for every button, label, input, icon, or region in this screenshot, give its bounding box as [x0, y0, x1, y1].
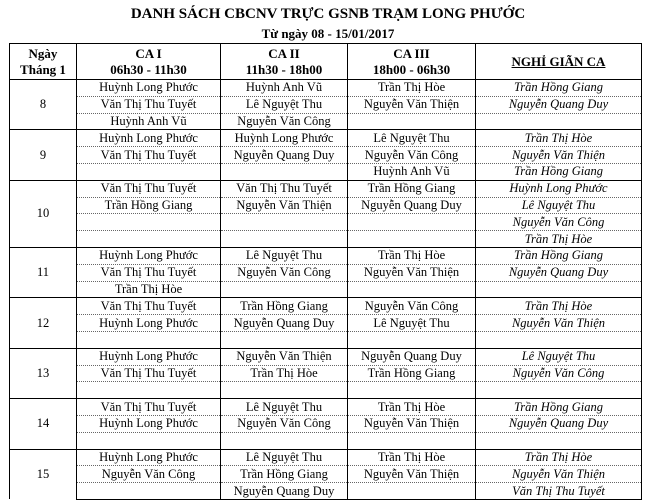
- table-row: [10, 415, 642, 432]
- table-row: [10, 483, 642, 500]
- ca3-cell: [348, 231, 476, 248]
- table-row: [10, 449, 642, 466]
- ca3-cell: Trần Thị Hòe: [348, 247, 476, 264]
- ca3-cell: Trần Hồng Giang: [348, 180, 476, 197]
- table-row: [10, 147, 642, 164]
- ca2-cell: Trần Thị Hòe: [221, 365, 348, 382]
- ca2-cell: Trần Hồng Giang: [221, 298, 348, 315]
- ca3-cell: Trần Thị Hòe: [348, 80, 476, 97]
- ca3-cell: Nguyễn Quang Duy: [348, 348, 476, 365]
- off-shift-cell: Trần Hồng Giang: [476, 80, 642, 97]
- ca1-cell: Văn Thị Thu Tuyết: [77, 399, 221, 416]
- off-shift-cell: Nguyễn Văn Công: [476, 365, 642, 382]
- ca3-cell: Nguyễn Văn Thiện: [348, 96, 476, 113]
- table-row: [10, 298, 642, 315]
- header-day-line2: Tháng 1: [20, 61, 66, 77]
- ca2-cell: Nguyễn Quang Duy: [221, 483, 348, 500]
- table-row: [10, 247, 642, 264]
- ca1-cell: Văn Thị Thu Tuyết: [77, 298, 221, 315]
- ca1-cell: [77, 231, 221, 248]
- header-row: [10, 44, 642, 80]
- ca2-cell: [221, 432, 348, 449]
- off-shift-cell: Lê Nguyệt Thu: [476, 197, 642, 214]
- table-row: [10, 96, 642, 113]
- off-shift-cell: Nguyễn Quang Duy: [476, 415, 642, 432]
- ca3-cell: Lê Nguyệt Thu: [348, 315, 476, 332]
- off-shift-cell: Văn Thị Thu Tuyết: [476, 483, 642, 500]
- ca2-cell: Văn Thị Thu Tuyết: [221, 180, 348, 197]
- header-ca2: [221, 44, 348, 80]
- ca2-cell: Lê Nguyệt Thu: [221, 399, 348, 416]
- day-cell: 9: [10, 130, 77, 180]
- table-row: [10, 348, 642, 365]
- ca1-cell: Huỳnh Anh Vũ: [77, 113, 221, 130]
- ca3-cell: Nguyễn Văn Thiện: [348, 466, 476, 483]
- off-shift-cell: Nguyễn Quang Duy: [476, 96, 642, 113]
- ca2-cell: Lê Nguyệt Thu: [221, 96, 348, 113]
- day-cell: 11: [10, 247, 77, 297]
- day-cell: 8: [10, 80, 77, 130]
- ca3-cell: Trần Hồng Giang: [348, 365, 476, 382]
- ca2-cell: [221, 214, 348, 231]
- table-row: [10, 331, 642, 348]
- table-row: [10, 197, 642, 214]
- off-shift-cell: Lê Nguyệt Thu: [476, 348, 642, 365]
- ca3-cell: [348, 113, 476, 130]
- table-row: [10, 163, 642, 180]
- header-off-shift: NGHỈ GIÃN CA: [476, 44, 642, 80]
- off-shift-cell: Nguyễn Văn Thiện: [476, 466, 642, 483]
- ca1-cell: Huỳnh Long Phước: [77, 348, 221, 365]
- ca2-cell: Nguyễn Văn Thiện: [221, 348, 348, 365]
- ca1-cell: Nguyễn Văn Công: [77, 466, 221, 483]
- ca3-cell: Nguyễn Quang Duy: [348, 197, 476, 214]
- table-row: [10, 365, 642, 382]
- ca3-cell: [348, 483, 476, 500]
- ca2-cell: Nguyễn Văn Công: [221, 113, 348, 130]
- ca1-cell: [77, 382, 221, 399]
- table-row: [10, 214, 642, 231]
- header-ca2-time: 11h30 - 18h00: [245, 61, 323, 77]
- ca3-cell: Trần Thị Hòe: [348, 449, 476, 466]
- table-row: [10, 130, 642, 147]
- ca2-cell: Huỳnh Anh Vũ: [221, 80, 348, 97]
- off-shift-cell: [476, 382, 642, 399]
- ca2-cell: Nguyễn Văn Công: [221, 415, 348, 432]
- ca1-cell: [77, 214, 221, 231]
- ca1-cell: Huỳnh Long Phước: [77, 449, 221, 466]
- off-shift-cell: Trần Hồng Giang: [476, 399, 642, 416]
- off-shift-cell: Huỳnh Long Phước: [476, 180, 642, 197]
- ca1-cell: Văn Thị Thu Tuyết: [77, 180, 221, 197]
- day-cell: 15: [10, 449, 77, 499]
- off-shift-cell: Nguyễn Văn Thiện: [476, 147, 642, 164]
- ca3-cell: Lê Nguyệt Thu: [348, 130, 476, 147]
- ca2-cell: Nguyễn Quang Duy: [221, 315, 348, 332]
- ca2-cell: [221, 163, 348, 180]
- table-row: [10, 432, 642, 449]
- ca1-cell: Văn Thị Thu Tuyết: [77, 264, 221, 281]
- ca2-cell: Nguyễn Quang Duy: [221, 147, 348, 164]
- ca2-cell: Huỳnh Long Phước: [221, 130, 348, 147]
- ca3-cell: Nguyễn Văn Thiện: [348, 264, 476, 281]
- ca2-cell: [221, 331, 348, 348]
- off-shift-cell: Nguyễn Quang Duy: [476, 264, 642, 281]
- ca3-cell: [348, 432, 476, 449]
- off-shift-cell: Nguyễn Văn Thiện: [476, 315, 642, 332]
- table-row: [10, 264, 642, 281]
- header-day-line1: Ngày: [28, 45, 58, 61]
- page-title: DANH SÁCH CBCNV TRỰC GSNB TRẠM LONG PHƯỚC: [130, 6, 526, 22]
- page-subtitle: Từ ngày 08 - 15/01/2017: [261, 26, 395, 41]
- off-shift-cell: [476, 113, 642, 130]
- ca2-cell: [221, 281, 348, 298]
- table-row: [10, 231, 642, 248]
- ca2-cell: [221, 382, 348, 399]
- ca2-cell: Trần Hồng Giang: [221, 466, 348, 483]
- off-shift-cell: [476, 432, 642, 449]
- ca1-cell: Huỳnh Long Phước: [77, 130, 221, 147]
- table-row: [10, 80, 642, 97]
- ca1-cell: Huỳnh Long Phước: [77, 247, 221, 264]
- ca3-cell: Huỳnh Anh Vũ: [348, 163, 476, 180]
- off-shift-cell: Trần Thị Hòe: [476, 449, 642, 466]
- header-ca2-name: CA II: [268, 45, 300, 61]
- header-ca1: [77, 44, 221, 80]
- ca3-cell: [348, 281, 476, 298]
- ca3-cell: [348, 331, 476, 348]
- ca2-cell: [221, 231, 348, 248]
- ca3-cell: Nguyễn Văn Thiện: [348, 415, 476, 432]
- ca3-cell: Nguyễn Văn Công: [348, 298, 476, 315]
- ca1-cell: Huỳnh Long Phước: [77, 415, 221, 432]
- header-ca1-time: 06h30 - 11h30: [110, 61, 187, 77]
- header-ca3: [348, 44, 476, 80]
- day-cell: 14: [10, 399, 77, 449]
- table-row: [10, 466, 642, 483]
- off-shift-cell: [476, 331, 642, 348]
- table-row: [10, 382, 642, 399]
- off-shift-cell: Trần Hồng Giang: [476, 163, 642, 180]
- ca1-cell: [77, 432, 221, 449]
- ca1-cell: Huỳnh Long Phước: [77, 315, 221, 332]
- table-row: [10, 113, 642, 130]
- off-shift-cell: Trần Thị Hòe: [476, 130, 642, 147]
- ca1-cell: Huỳnh Long Phước: [77, 80, 221, 97]
- table-row: [10, 180, 642, 197]
- off-shift-cell: Nguyễn Văn Công: [476, 214, 642, 231]
- off-shift-cell: Trần Thị Hòe: [476, 298, 642, 315]
- table-row: [10, 315, 642, 332]
- off-shift-cell: Trần Hồng Giang: [476, 247, 642, 264]
- header-ca3-time: 18h00 - 06h30: [372, 61, 451, 77]
- ca3-cell: Trần Thị Hòe: [348, 399, 476, 416]
- ca1-cell: Trần Thị Hòe: [77, 281, 221, 298]
- ca1-cell: Văn Thị Thu Tuyết: [77, 96, 221, 113]
- ca1-cell: [77, 483, 221, 500]
- ca2-cell: Lê Nguyệt Thu: [221, 247, 348, 264]
- day-cell: 10: [10, 180, 77, 247]
- ca1-cell: Trần Hồng Giang: [77, 197, 221, 214]
- header-ca3-name: CA III: [393, 45, 430, 61]
- ca1-cell: [77, 163, 221, 180]
- ca1-cell: Văn Thị Thu Tuyết: [77, 365, 221, 382]
- ca3-cell: Nguyễn Văn Công: [348, 147, 476, 164]
- schedule-body: [10, 80, 642, 500]
- header-day: [10, 44, 77, 80]
- schedule-table: [9, 43, 642, 500]
- ca3-cell: [348, 382, 476, 399]
- header-ca1-name: CA I: [135, 45, 162, 61]
- table-row: [10, 281, 642, 298]
- day-cell: 12: [10, 298, 77, 348]
- off-shift-cell: [476, 281, 642, 298]
- off-shift-cell: Trần Thị Hòe: [476, 231, 642, 248]
- ca1-cell: [77, 331, 221, 348]
- ca2-cell: Nguyễn Văn Công: [221, 264, 348, 281]
- table-row: [10, 399, 642, 416]
- ca1-cell: Văn Thị Thu Tuyết: [77, 147, 221, 164]
- day-cell: 13: [10, 348, 77, 398]
- ca2-cell: Lê Nguyệt Thu: [221, 449, 348, 466]
- ca3-cell: [348, 214, 476, 231]
- ca2-cell: Nguyễn Văn Thiện: [221, 197, 348, 214]
